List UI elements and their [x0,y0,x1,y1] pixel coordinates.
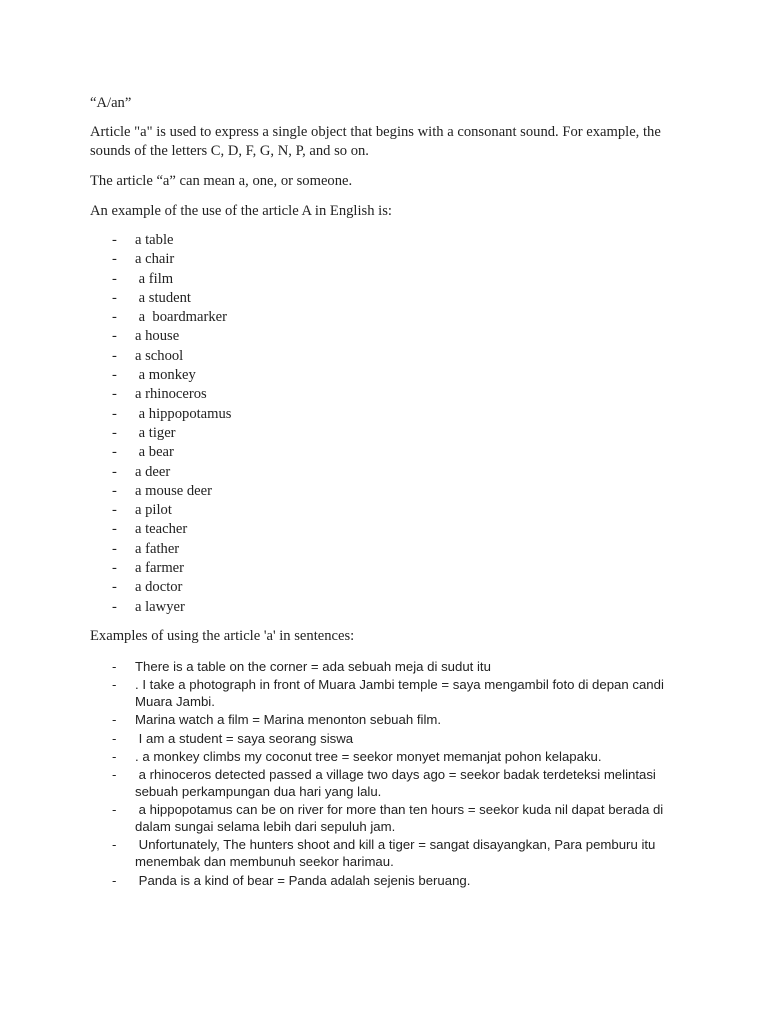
sentence-item [0,748,695,765]
bullet-dash: - [112,579,117,596]
vocab-item [0,289,231,308]
vocab-item [0,463,231,482]
vocab-item [0,520,231,539]
intro-paragraph: Article "a" is used to express a single object that begins with a consonant sound. For example, the sounds of the letters C, D, F, G, N, P, and so on. [90,124,665,159]
sentence-item-text: . a monkey climbs my coconut tree = seekor monyet memanjat pohon kelapaku. [135,748,602,764]
vocab-item [0,250,231,269]
vocab-item [0,501,231,520]
bullet-dash: - [112,872,117,888]
sentence-item [0,766,695,800]
sentence-item [0,836,695,870]
bullet-dash: - [112,521,117,538]
vocab-item [0,578,231,597]
bullet-dash: - [112,463,117,480]
vocab-item-text: a monkey [135,367,196,384]
vocab-item-text: a doctor [135,579,183,596]
vocab-item-text: a farmer [135,560,185,577]
vocab-item [0,443,231,462]
bullet-dash: - [112,748,117,764]
vocab-item-text: a student [135,289,191,306]
bullet-dash: - [112,424,117,441]
vocab-item-text: a deer [135,463,171,480]
sentence-item-text: Panda is a kind of bear = Panda adalah sejenis beruang. [135,872,471,888]
bullet-dash: - [112,482,117,499]
sentence-item [0,658,695,675]
example-intro-paragraph: An example of the use of the article A in English is: [90,203,392,219]
vocab-item-text: a boardmarker [135,309,227,326]
bullet-dash: - [112,712,117,728]
bullet-dash: - [112,560,117,577]
bullet-dash: - [112,598,117,615]
sentence-item-text: There is a table on the corner = ada sebuah meja di sudut itu [135,659,491,674]
vocab-item-text: a house [135,328,180,345]
sentence-item [0,730,695,747]
sentence-item-text: Marina watch a film = Marina menonton sebuah film. [135,712,442,728]
sentence-list [0,658,695,890]
bullet-dash: - [112,677,117,693]
bullet-dash: - [112,802,117,818]
vocab-item-text: a tiger [135,424,176,441]
bullet-dash: - [112,232,117,248]
vocab-item [0,347,231,366]
bullet-dash: - [112,347,117,364]
vocab-item-text: a pilot [135,502,172,519]
vocab-item [0,482,231,501]
vocab-item [0,231,231,250]
vocab-item-text: a father [135,540,180,557]
vocab-item-text: a lawyer [135,598,185,615]
sentence-item-text: . I take a photograph in front of Muara Jambi temple = saya mengambil foto di depan candi Muara Jambi. [135,677,668,710]
vocab-item-text: a rhinoceros [135,386,207,403]
vocab-item [0,405,231,424]
sentence-item [0,872,695,889]
vocab-item-text: a chair [135,251,175,268]
vocab-item [0,598,231,617]
bullet-dash: - [112,328,117,345]
vocab-item [0,424,231,443]
vocab-item [0,366,231,385]
bullet-dash: - [112,270,117,287]
vocab-item [0,270,231,289]
vocab-item-text: a teacher [135,521,188,538]
bullet-dash: - [112,766,117,782]
document-heading: “A/an” [90,95,132,111]
vocab-item [0,540,231,559]
bullet-dash: - [112,309,117,326]
bullet-dash: - [112,730,117,746]
bullet-dash: - [112,251,117,268]
sentence-item-text: a hippopotamus can be on river for more than ten hours = seekor kuda nil dapat berada di dalam sungai selama lebih dari sepuluh jam. [135,802,667,835]
sentence-item [0,801,695,835]
sentences-intro-paragraph: Examples of using the article 'a' in sentences: [90,628,355,644]
bullet-dash: - [112,502,117,519]
vocab-list [0,231,231,617]
vocab-item-text: a school [135,347,184,364]
vocab-item-text: a mouse deer [135,482,212,499]
vocab-item-text: a film [135,270,174,287]
bullet-dash: - [112,540,117,557]
sentence-item [0,711,695,728]
bullet-dash: - [112,444,117,461]
sentence-item-text: I am a student = saya seorang siswa [135,730,354,746]
vocab-item-text: a hippopotamus [135,405,232,422]
sentence-item-text: a rhinoceros detected passed a village two days ago = seekor badak terdeteksi melintasi sebuah perkampungan dua hari yang lalu. [135,766,660,799]
bullet-dash: - [112,386,117,403]
bullet-dash: - [112,837,117,853]
meaning-paragraph: The article “a” can mean a, one, or someone. [90,173,353,189]
bullet-dash: - [112,659,117,674]
bullet-dash: - [112,405,117,422]
sentence-item [0,676,695,710]
bullet-dash: - [112,367,117,384]
vocab-item [0,559,231,578]
bullet-dash: - [112,289,117,306]
vocab-item-text: a table [135,232,174,248]
vocab-item-text: a bear [135,444,174,461]
vocab-item [0,308,231,327]
vocab-item [0,385,231,404]
sentence-item-text: Unfortunately, The hunters shoot and kill a tiger = sangat disayangkan, Para pemburu itu menembak dan membunuh seekor harimau. [135,837,660,870]
vocab-item [0,327,231,346]
